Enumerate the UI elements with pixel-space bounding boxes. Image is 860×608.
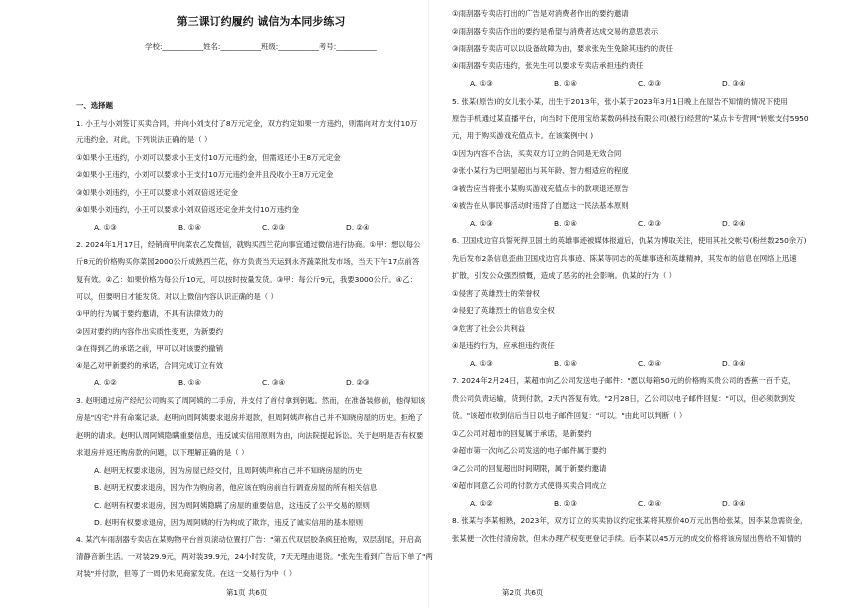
choice-a[interactable]: A. 赵明无权要求退房，因为房屋已经交付，且周阿姨声称自己并不知晓房屋的历史 (94, 466, 363, 475)
text-line: ②雨刮器专卖店作出的要约是希望与消费者达成交易的意思表示 (452, 27, 659, 36)
text-line: 求退房并返还购房款的问题，以下理解正确的是（ ） (76, 448, 249, 457)
text-line: 清静音新生活。一对装29.9元，两对装39.9元，24小时发货，7天无理由退货。"张先生看到广告后下单了"两 (76, 552, 433, 561)
text-line: 1. 小王与小刘签订买卖合同，并向小刘支付了8万元定金，双方约定如果一方违约，则需向对方支付10万 (76, 119, 418, 128)
text-line: ③在得到乙的承诺之前，甲可以对该要约撤销 (76, 344, 224, 353)
worksheet-title: 第三课订约履约 诚信为本同步练习 (176, 15, 346, 28)
text-line: 7. 2024年2月24日，某超市向乙公司发送电子邮件："愿以每箱50元的价格购买贵公司的香蕉一百千克， (452, 376, 796, 385)
text-line: ④雨刮器专卖店违约，张先生可以要求专卖店承担违约责任 (452, 61, 644, 70)
text-line: 原告手机通过某直播平台，向当时下使用宝给某数码科技有限公司(被行)经营的"某点卡专营网"转账支付5950 (452, 114, 809, 123)
text-line: ②侵犯了英雄烈士的信息安全权 (452, 306, 555, 315)
option[interactable]: B. ①③ (554, 499, 578, 508)
option[interactable]: D. ③④ (722, 359, 746, 368)
page-number: 第1页 共6页 (226, 588, 268, 597)
text-line: 6. 卫国戍边官兵誓死捍卫国土的英雄事迹被媒体报道后，仇某为博取关注，使用其社交帐号(粉丝数250余万) (452, 236, 807, 245)
text-line: ④超市同意乙公司的付款方式使得买卖合同成立 (452, 481, 607, 490)
answer-options-q5 (470, 216, 820, 231)
option[interactable]: C. ②④ (638, 499, 662, 508)
text-line: 元违约金。对此，下列说法正确的是（ ） (76, 135, 212, 144)
option[interactable]: B. ①④ (178, 378, 202, 387)
text-line: ③乙公司的回复超出时间期限，属于新要约邀请 (452, 464, 607, 473)
text-line: ②超市第一次向乙公司发送的电子邮件属于要约 (452, 446, 607, 455)
text-line: ④如果小刘违约，小王可以要求小刘双倍返还定金并支付10万违约金 (76, 205, 299, 214)
text-line: 扩散，引发公众强烈愤慨，造成了恶劣的社会影响。仇某的行为（ ） (452, 271, 677, 280)
option[interactable]: A. ①② (94, 378, 117, 387)
text-line: 可以，但要明日才能发货。对以上微信内容认识正确的是（ ） (76, 292, 278, 301)
choice-c[interactable]: C. 赵明有权要求退房，因为周阿姨隐瞒了房屋的重要信息，这违反了公平交易的原则 (94, 501, 370, 510)
option[interactable]: A. ①③ (94, 223, 117, 232)
text-line: ②张小某行为已明显超出与其年龄、智力相适应的程度 (452, 166, 629, 175)
text-line: 先后发布2条信息歪曲卫国戍边官兵事迹、陈某等同志的英雄事迹和英雄精神，其发布的信息在网络上迅速 (452, 254, 797, 263)
text-line: ②如果小王违约，小刘可以要求小王支付10万元违约金并且没收小王8万元定金 (76, 170, 334, 179)
text-line: 8. 张某与李某相熟，2023年，双方订立的买卖协议约定张某将其原价40万元出售给张某，因李某急需资金， (452, 516, 808, 525)
option[interactable]: D. ③④ (722, 499, 746, 508)
option[interactable]: B. ①④ (554, 219, 578, 228)
option[interactable]: A. ①② (470, 499, 493, 508)
text-line: ④被告在从事民事活动时违背了自愿这一民法基本原则 (452, 201, 629, 210)
text-line: ①如果小王违约，小刘可以要求小王支付10万元违约金，但需返还小王8万元定金 (76, 153, 341, 162)
text-line: 货。"该超市收到信后当日以电子邮件回复："可以。"由此可以判断（ ） (452, 411, 687, 420)
text-line: 张某便一次性付清房款，但未办理产权变更登记手续。后李某以45万元的成交价格将该房屋出售给不知情的 (452, 534, 802, 543)
text-line: 4. 某汽车雨刮器专卖店在某购物平台首页滚动位置打广告："第五代双层胶条疯狂抢购，双层刮尾，开启高 (76, 535, 422, 544)
option[interactable]: C. ②③ (638, 79, 662, 88)
text-line: 元，用于购买游戏充值点卡。在该案例中( ) (452, 131, 594, 140)
option[interactable]: B. ①④ (554, 359, 578, 368)
text-line: 对装"并付款，但等了一周仍未见商家发货。在这一交易行为中（ ） (76, 569, 297, 578)
text-line: ①乙公司对超市的回复属于承诺，是新要约 (452, 429, 592, 438)
text-line: ③被告应当将张小某购买游戏充值点卡的款项退还原告 (452, 184, 629, 193)
answer-options-q2 (94, 375, 444, 390)
text-line: 斤8元的价格购买你菜园2000公斤成熟西兰花，你方负责当天运到永齐蔬菜批发市场，当天下午17点前答 (76, 257, 420, 266)
answer-options-q7 (470, 496, 820, 511)
page-number: 第2页 共6页 (502, 588, 544, 597)
option[interactable]: C. ②③ (638, 219, 662, 228)
text-line: 贵公司负责运输，货到付款，2天内答复有效。"2月28日，乙公司以电子邮件回复："可以，但必须款到发 (452, 394, 796, 403)
student-info-line: 学校:___________姓名:___________班级:___________考号:___________ (145, 42, 377, 51)
text-line: ②因对要约的内容作出实质性变更，为新要约 (76, 327, 224, 336)
text-line: ③雨刮器专卖店可以以设备故障为由，要求张先生免除其违约的责任 (452, 44, 673, 53)
option[interactable]: C. ③④ (262, 378, 286, 387)
text-line: ①因为内容不合法，买卖双方订立的合同是无效合同 (452, 149, 622, 158)
text-line: 赵明的请求。赵明认周阿姨隐瞒重要信息，违反诚实信用原则为由，向法院提起诉讼。关于赵明是否有权要 (76, 431, 424, 440)
option[interactable]: C. ②③ (262, 223, 286, 232)
answer-options-q6 (470, 356, 820, 371)
text-line: ③如果小刘违约，小王可以要求小刘双倍返还定金 (76, 188, 238, 197)
text-line: 3. 赵明通过房产经纪公司购买了周阿姨的二手房，并支付了首付拿到钥匙。然而，在准备装修前，他得知该 (76, 396, 426, 405)
text-line: ④是乙对甲新要约的承诺，合同完成订立有效 (76, 361, 224, 370)
option[interactable]: A. ①③ (470, 79, 493, 88)
option[interactable]: D. ②③ (346, 378, 370, 387)
text-line: ③危害了社会公共利益 (452, 324, 526, 333)
option[interactable]: C. ②④ (638, 359, 662, 368)
choice-b[interactable]: B. 赵明无权要求退房，因为作为购房者，他应该在购房前自行调查房屋的所有相关信息 (94, 483, 378, 492)
answer-options-q1 (94, 220, 444, 235)
text-line: 房是"凶宅"并有命案记录。赵明向周阿姨要求退房并退款，但周阿姨声称自己并不知晓房屋的历史。拒绝了 (76, 413, 423, 422)
option[interactable]: A. ①③ (470, 359, 493, 368)
text-line: ①雨刮器专卖店打出的广告是对消费者作出的要约邀请 (452, 9, 629, 18)
text-line: 5. 张某(原告)的女儿张小某，出生于2013年，张小某于2023年3月1日晚上在屋告不知情的情况下使用 (452, 97, 788, 106)
option[interactable]: D. ③④ (722, 79, 746, 88)
option[interactable]: B. ①④ (178, 223, 202, 232)
option[interactable]: B. ①④ (554, 79, 578, 88)
option[interactable]: A. ①③ (470, 219, 493, 228)
option[interactable]: D. ②④ (722, 219, 746, 228)
option[interactable]: D. ②④ (346, 223, 370, 232)
text-line: ①甲的行为属于要约邀请，不具有法律效力的 (76, 309, 224, 318)
answer-options-q4 (470, 76, 820, 91)
choice-d[interactable]: D. 赵明有权要求退房，因为周阿姨的行为构成了欺诈，违反了诚实信用的基本原则 (94, 518, 364, 527)
text-line: 复有效。②乙：如果价格为每公斤10元，可以按时按量发货。③甲：每公斤9元，我要3000公斤。④乙： (76, 275, 418, 284)
text-line: ①侵害了英雄烈士的荣誉权 (452, 289, 540, 298)
section-heading: 一、选择题 (76, 101, 113, 110)
text-line: 2. 2024年1月17日，经销商甲向菜农乙发微信，就购买西兰花向事宜通过微信进行协商。①甲：想以每公 (76, 240, 421, 249)
text-line: ④是违约行为，应承担违约责任 (452, 341, 555, 350)
